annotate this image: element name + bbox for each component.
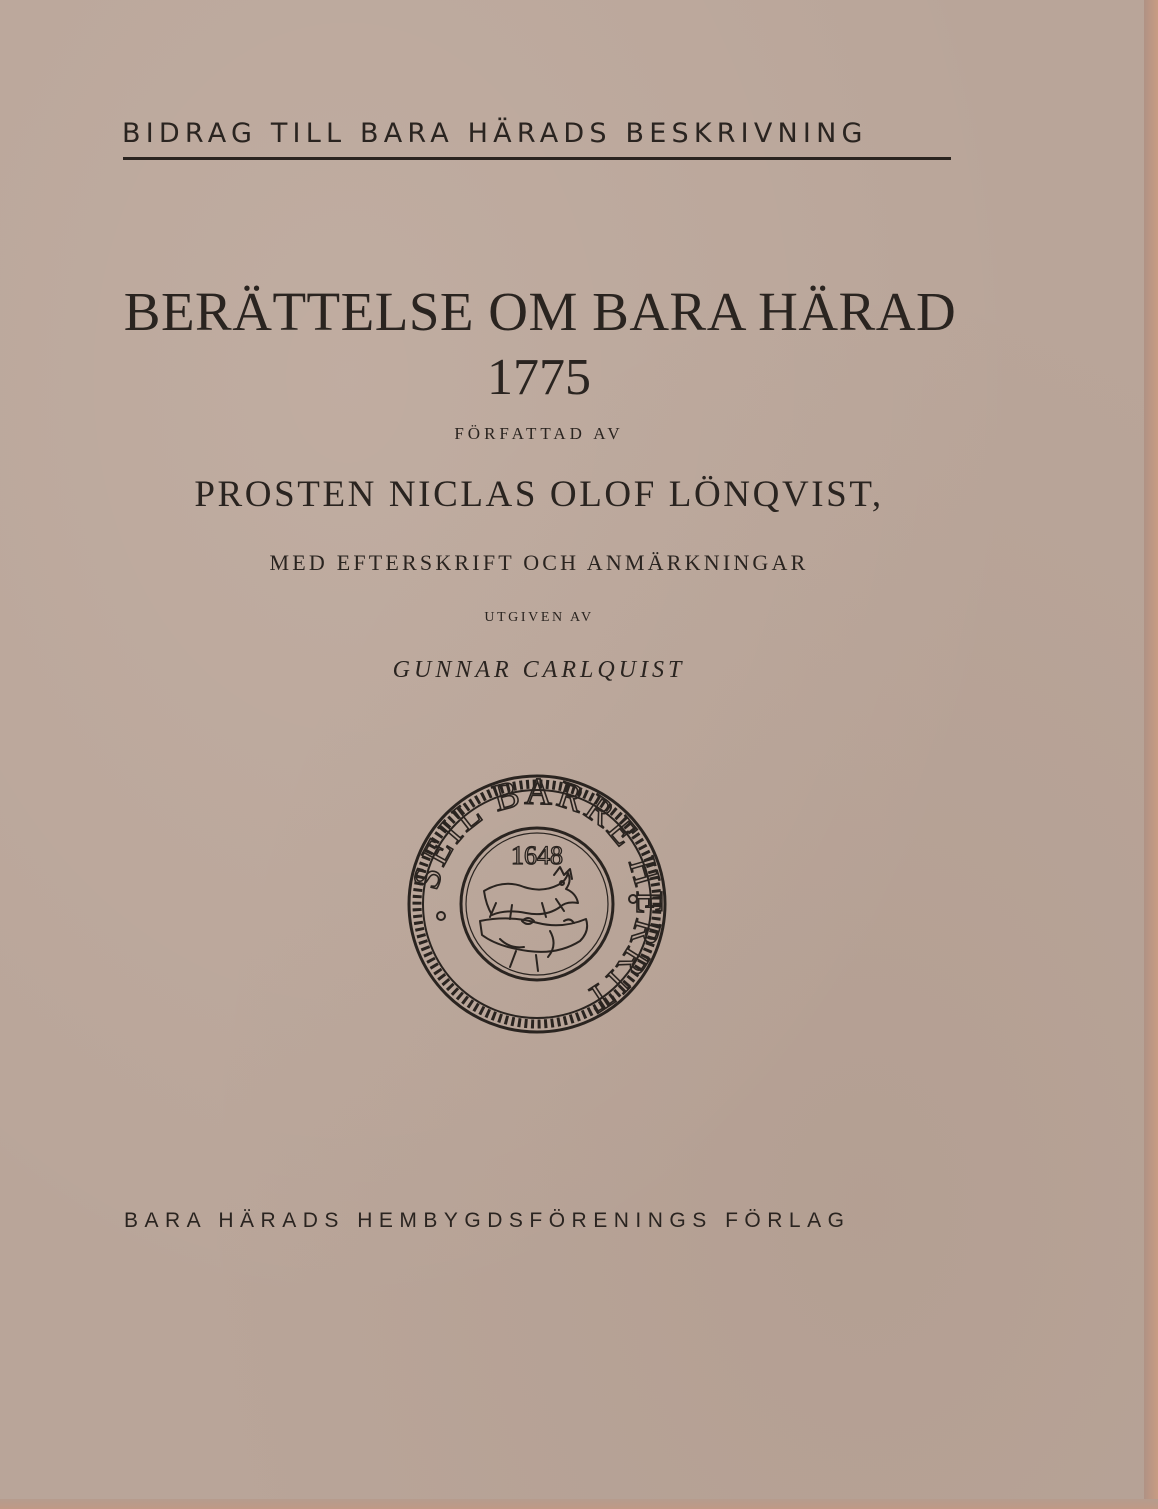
district-seal-emblem: [404, 771, 670, 1037]
seal-year: 1648: [511, 841, 563, 870]
published-by-label: UTGIVEN AV: [484, 610, 594, 625]
seal-inscription: SEIL BARRE HERRIT: [405, 771, 670, 1023]
afterword-line: MED EFTERSKRIFT OCH ANMÄRKNINGAR: [269, 550, 809, 575]
author-name: PROSTEN NICLAS OLOF LÖNQVIST,: [194, 474, 884, 515]
series-title: BIDRAG TILL BARA HÄRADS BESKRIVNING: [122, 118, 868, 149]
book-title: BERÄTTELSE OM BARA HÄRAD: [123, 281, 957, 342]
editor-name: GUNNAR CARLQUIST: [392, 657, 686, 683]
publisher-line: BARA HÄRADS HEMBYGDSFÖRENINGS FÖRLAG: [124, 1209, 851, 1232]
paper-edge-bottom: [0, 1499, 1158, 1509]
book-year: 1775: [487, 349, 591, 406]
paper-edge-right: [1144, 0, 1158, 1509]
authored-by-label: FÖRFATTAD AV: [454, 424, 624, 443]
series-underline: [123, 157, 951, 160]
